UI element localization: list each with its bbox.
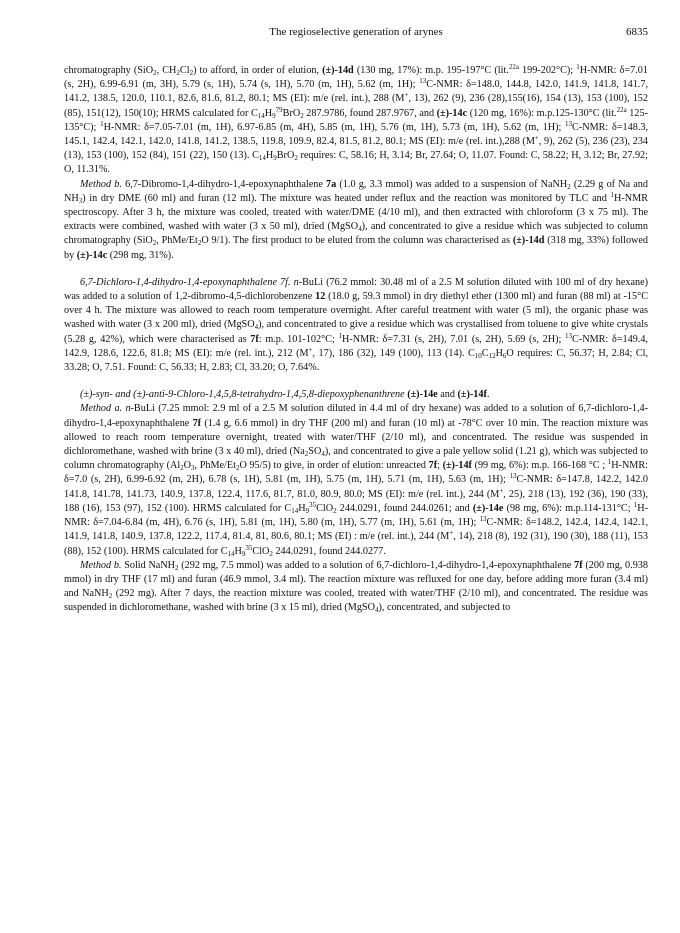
text-run: H	[264, 107, 273, 119]
compound-ref: 7f	[574, 559, 583, 571]
paragraph-gap	[64, 263, 648, 276]
superscript: 1	[610, 190, 615, 199]
subscript: 4	[374, 606, 379, 615]
text-run: -BuLi (7.25 mmol: 2.9 ml of a 2.5 M solution diluted in 4.4 ml of dry hexane) was added to a solution of 6,7-dichloro-1,4-dihydro-1,4-epoxynaphthalene	[64, 403, 648, 429]
superscript: 1	[576, 63, 580, 71]
compound-ref: (±)-14d	[512, 235, 545, 247]
subscript: 2	[176, 69, 180, 77]
section-heading-diepoxyphenanthrene	[64, 388, 648, 402]
text-run: 244.0291, found 244.0277.	[272, 545, 386, 557]
text-run: .	[486, 389, 490, 401]
section-title: 6,7-Dichloro-1,4-dihydro-1,4-epoxynaphthalene 7f.	[80, 276, 291, 288]
text-run: (292 mg). After 7 days, the reaction mixture was cooled, treated with water/THF (2/10 ml), and concentrated. The residue was suspended in dichloromethane, washed with brine (3 x 15 ml), dried (MgSO	[64, 588, 648, 614]
paragraph-method-b-dibromo	[64, 178, 648, 263]
compound-ref: (±)-14e	[407, 389, 438, 401]
subscript: 10	[474, 351, 482, 360]
text-run: (200 mg, 0.938 mmol) in dry THF (17 ml) and furan (46.9 mmol, 3.4 ml). The reaction mixture was refluxed for one day, before adding more furan (3.4 ml) and NaNH	[64, 559, 648, 600]
text-run: , PhMe/Et	[194, 460, 236, 472]
text-run: , 9), 262 (5), 236 (23), 234 (13), 153 (100), 152 (84), 151 (22), 150 (13). C	[64, 136, 649, 162]
subscript: 9	[305, 506, 310, 515]
italic-prefix: n	[125, 403, 131, 415]
text-run: (298 mg, 31%).	[107, 249, 174, 261]
text-run: chromatography (SiO	[64, 65, 154, 76]
text-run: , CH	[156, 65, 177, 76]
text-run: C	[481, 347, 489, 359]
text-run: H-NMR: δ=7.05-7.01 (m, 1H), 6.97-6.85 (m, 4H), 5.85 (m, 1H), 5.76 (m, 1H), 5.73 (m, 1H), 5.62 (m, 1H);	[103, 121, 566, 133]
text-run: H-NMR: δ=7.31 (s, 2H), 7.01 (s, 2H), 5.69 (s, 2H);	[342, 333, 566, 345]
subscript: 2	[108, 592, 113, 601]
method-label: Method b.	[80, 178, 122, 190]
page-header	[64, 26, 648, 44]
paragraph-method-b-chloro	[64, 559, 648, 616]
text-run: (120 mg, 16%): m.p.125-130°C (lit.	[467, 107, 617, 119]
text-run: , 13), 262 (9), 236 (28),155(16), 154 (13), 153 (100), 152 (85), 151(12), 150(10); HRMS calculated for C	[64, 93, 648, 119]
subscript: 2	[269, 549, 273, 558]
text-run: 287.9786, found 287.9767, and	[303, 107, 437, 119]
compound-ref: 7f	[428, 460, 438, 472]
text-run: : m.p. 101-102°C;	[258, 333, 339, 345]
text-run: ClO	[252, 545, 270, 557]
text-run: ) in dry DME (60 ml) and furan (12 ml). The mixture was heated under reflux and the reaction was monitored by TLC and	[82, 192, 611, 204]
section-title: (±)-syn- and (±)-anti-9-Chloro-1,4,5,8-tetrahydro-1,4,5,8-diepoxyphenanthrene	[80, 389, 408, 401]
text-run: (2.29 g of Na and NH	[64, 178, 648, 204]
text-run: BrO	[276, 150, 295, 162]
paragraph-method-a-results	[64, 64, 648, 178]
subscript: 14	[258, 154, 266, 163]
text-run: H	[495, 347, 503, 359]
superscript: 1	[633, 500, 638, 509]
text-run: H	[265, 150, 274, 162]
text-run: (98 mg, 6%): m.p.114-131°C;	[503, 502, 634, 514]
compound-ref: (±)-14d	[322, 65, 354, 76]
subscript: 9	[273, 154, 277, 163]
superscript: 35	[245, 543, 253, 552]
superscript: 13	[565, 119, 573, 128]
subscript: 4	[321, 450, 325, 459]
text-run: ;	[437, 460, 443, 472]
text-run: C-NMR: δ=148.0, 144.8, 142.0, 141.9, 141.8, 141.7, 141.2, 138.5, 120.0, 110.1, 82.6, 81.6, 81.2, 80.1; MS (EI): m/e (rel. int.), 288 (M	[64, 79, 648, 105]
article-body	[64, 64, 648, 616]
text-run: (1.0 g, 3.3 mmol) was added to a suspension of NaNH	[336, 178, 568, 190]
compound-ref: 7a	[326, 178, 337, 190]
superscript: 1	[100, 119, 104, 128]
subscript: 2	[300, 111, 304, 120]
text-run: 125-135°C);	[64, 107, 648, 133]
subscript: 14	[291, 506, 299, 515]
text-run: H-NMR: δ=7.01 (s, 2H), 6.99-6.91 (m, 3H), 5.79 (s, 1H), 5.74 (s, 1H), 5.70 (m, 1H), 5.62 (m, 1H);	[64, 65, 648, 91]
method-label: Method a.	[80, 403, 123, 415]
subscript: 2	[333, 506, 337, 515]
text-run: ), and concentrated to give a residue which was crystallised from toluene to give white crystals (5.28 g, 42%), which were characterised as	[64, 319, 648, 345]
subscript: 4	[254, 323, 259, 332]
text-run: H	[234, 545, 242, 557]
superscript: +	[534, 134, 539, 143]
text-run: (318 mg, 33%) followed by	[64, 235, 649, 261]
paragraph-method-a-chloro	[64, 402, 648, 558]
superscript: 13	[509, 472, 517, 481]
subscript: 4	[358, 225, 362, 234]
text-run: (292 mg, 7.5 mmol) was added to a solution of 6,7-dichloro-1,4-dihydro-1,4-epoxynaphthalene	[178, 559, 575, 571]
subscript: 2	[294, 154, 298, 163]
superscript: 13	[565, 331, 573, 340]
superscript: 1	[338, 331, 343, 340]
compound-ref: (±)-14f	[442, 460, 472, 472]
superscript: +	[404, 91, 409, 100]
text-run: -BuLi (76.2 mmol: 30.48 ml of a 2.5 M solution diluted with 100 ml of dry hexane) was added to a solution of 1,2-dibromo-4,5-dichlorobenzene	[64, 276, 649, 303]
subscript: 2	[189, 69, 194, 77]
compound-ref: 7f	[192, 417, 202, 429]
text-run: and	[437, 389, 458, 401]
subscript: 2	[153, 69, 157, 77]
text-run: C-NMR: δ=149.4, 142.9, 128.6, 122.6, 81.8; MS (EI): m/e (rel. int.), 212 (M	[64, 333, 648, 359]
paragraph-dichloro-synthesis	[64, 276, 648, 375]
citation: 22a	[508, 63, 519, 71]
subscript: 14	[227, 549, 235, 558]
text-run: H-NMR: δ=7.0 (s, 2H), 6.99-6.92 (m, 2H), 6.78 (s, 1H), 5.81 (m, 1H), 5.75 (m, 1H), 5.71 (m, 1H), 5.63 (m, 1H);	[64, 460, 648, 486]
text-run: (130 mg, 17%): m.p. 195-197°C (lit.	[353, 65, 509, 76]
text-run: requires: C, 58.16; H, 3.14; Br, 27.64; O, 11.07. Found: C, 58.22; H, 3.12; Br, 27.92; O, 11.31%.	[64, 150, 648, 176]
superscript: 79	[275, 105, 283, 114]
running-title: The regioselective generation of arynes	[269, 26, 443, 38]
superscript: +	[449, 529, 454, 538]
text-run: (1.4 g, 6.6 mmol) in dry THF (200 ml) and furan (10 ml) at -78°C over 10 min. The reaction mixture was allowed to reach room temperature overnight, treated with water/THF (2/10 ml), and concentrated. The residue was suspended in dichloromethane, washed with brine (3 x 40 ml), dried (Na	[64, 417, 648, 458]
text-run: H-NMR spectroscopy. After 3 h, the mixture was cooled, treated with water/DME (4/10 ml), and then extracted with chloroform (3 x 75 ml). The extracts were combined, washed with water (3 x 50 ml), dried (MgSO	[64, 192, 648, 233]
text-run: C-NMR: δ=148.3, 145.1, 142.4, 142.1, 142.0, 141.8, 141.2, 138.5, 119.8, 109.9, 82.4, 81.5, 81.2, 80.1; MS (EI): m/e (rel. int.),288 (M	[64, 121, 649, 148]
text-run: C-NMR: δ=148.2, 142.4, 142.4, 142.1, 141.9, 141.8, 140.9, 137.8, 122.2, 117.4, 81.4, 81, 80.6, 80.1; MS (EI) : m/e (rel. int.), 244 (M	[64, 517, 649, 543]
subscript: 14	[257, 111, 265, 120]
text-run: 199-202°C);	[518, 65, 577, 76]
subscript: 2	[235, 464, 240, 473]
text-run: ), and concentrated to give a residue which was subjected to column chromatography (SiO	[64, 221, 648, 247]
text-run: C-NMR: δ=147.8, 142.2, 142.0 141.8, 141.78, 141.73, 140.9, 137.8, 122.4, 117.6, 81.7, 81.0, 80.9, 80.0; MS (EI): m/e (rel. int.), 244 (M	[64, 474, 648, 500]
italic-prefix: n	[293, 276, 299, 288]
compound-ref: (±)-14f	[457, 389, 487, 401]
compound-ref: 7f	[250, 333, 259, 345]
text-run: O requires: C, 56.37; H, 2.84; Cl, 33.28; O, 7.51. Found: C, 56.33; H, 2.83; Cl, 33.20; O, 7.64%.	[64, 347, 649, 374]
compound-ref: (±)-14e	[472, 502, 504, 514]
subscript: 9	[241, 549, 246, 558]
text-run: O	[183, 460, 192, 472]
text-run: , 17), 186 (32), 149 (100), 113 (14). C	[312, 347, 475, 359]
subscript: 2	[197, 239, 202, 248]
text-run: H	[298, 502, 306, 514]
subscript: 2	[152, 239, 157, 248]
subscript: 3	[191, 464, 195, 473]
text-run: O 95/5) to give, in order of elution: unreacted	[239, 460, 429, 472]
text-run: ), concentrated, and subjected to	[378, 602, 511, 614]
superscript: 13	[419, 77, 427, 86]
subscript: 3	[78, 196, 83, 205]
superscript: 13	[479, 515, 487, 524]
superscript: 1	[607, 458, 612, 467]
text-run: , 25), 218 (13), 192 (36), 190 (33), 188 (16), 153 (97), 152 (100). HRMS calculated for C	[64, 488, 648, 514]
compound-ref: (±)-14c	[76, 249, 108, 261]
superscript: +	[499, 486, 504, 495]
citation: 22a	[616, 105, 627, 114]
text-run: O 9/1). The first product to be eluted from the column was characterised as	[201, 235, 513, 247]
compound-ref: 12	[315, 291, 326, 303]
text-run: Solid NaNH	[121, 559, 176, 571]
subscript: 2	[180, 464, 184, 473]
subscript: 12	[488, 351, 496, 360]
page-number: 6835	[626, 26, 648, 38]
text-run: ), and concentrated to give a pale yellow solid (1.21 g), which was subjected to column chromatography (Al	[64, 446, 648, 472]
method-label: Method b.	[80, 559, 122, 571]
text-run: , PhMe/Et	[156, 235, 198, 247]
text-run: Cl	[179, 65, 190, 76]
text-run: 244.0291, found 244.0261; and	[336, 502, 473, 514]
subscript: 2	[175, 563, 179, 572]
text-run: H-NMR: δ=7.04-6.84 (m, 4H), 6.76 (s, 1H), 5.81 (m, 1H), 5.80 (m, 1H), 5.77 (m, 1H), 5.61 (m, 1H);	[64, 502, 648, 529]
subscript: 6	[502, 351, 507, 360]
text-run: BrO	[282, 107, 301, 119]
text-run: ClO	[316, 502, 334, 514]
text-run: (99 mg, 6%): m.p. 166-168 °C ;	[471, 460, 608, 472]
text-run: 6,7-Dibromo-1,4-dihydro-1,4-epoxynaphthalene	[121, 178, 327, 190]
text-run: , 14), 218 (8), 192 (31), 190 (30), 188 (11), 153 (88), 152 (100). HRMS calculated for C	[64, 531, 648, 557]
text-run: ) to afford, in order of elution,	[193, 65, 323, 76]
compound-ref: (±)-14c	[436, 107, 468, 119]
subscript: 2	[304, 450, 309, 459]
subscript: 9	[272, 111, 276, 120]
text-run: (18.0 g, 59.3 mmol) in dry diethyl ether (1300 ml) and furan (88 ml) at -15°C over 4 h. The mixture was allowed to reach room temperature overnight. After careful treatment with water (5 ml), the organic phase was washed with water (3 x 200 ml), dried (MgSO	[64, 291, 648, 331]
superscript: +	[308, 345, 313, 354]
paragraph-gap	[64, 375, 648, 388]
superscript: 35	[309, 500, 317, 509]
text-run: SO	[308, 446, 322, 458]
subscript: 2	[567, 182, 571, 191]
